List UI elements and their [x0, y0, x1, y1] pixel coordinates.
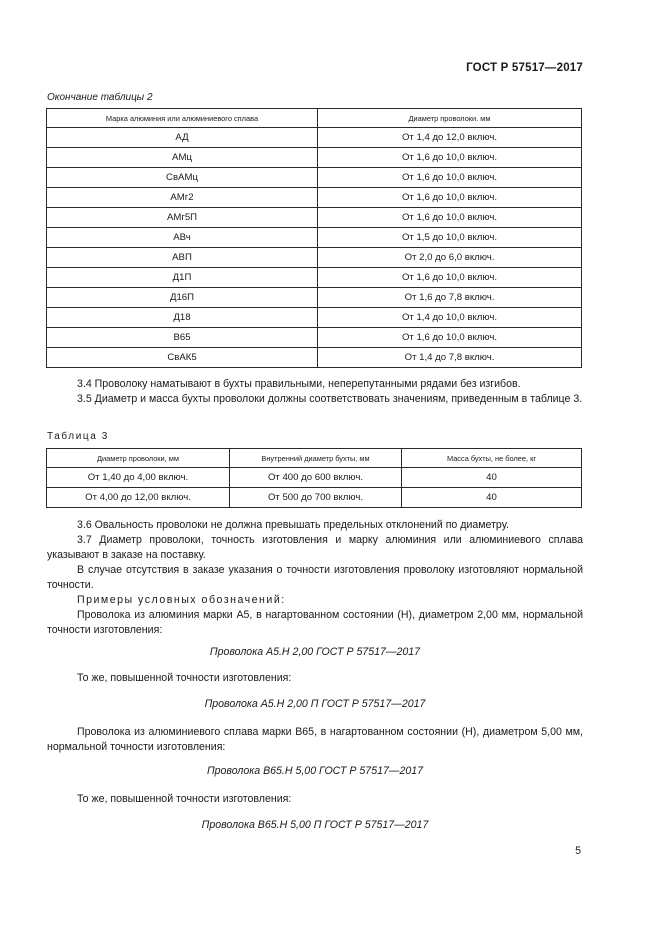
table-row: [47, 188, 582, 208]
table-row: [47, 208, 582, 228]
paragraph-3-7-note: В случае отсутствия в заказе указания о точности изготовления проволоку изготовляют нормальной точности.: [47, 564, 583, 592]
table-cell: От 400 до 600 включ.: [230, 468, 402, 488]
table-cell: От 500 до 700 включ.: [230, 488, 402, 508]
table-cell: От 1,6 до 10,0 включ.: [318, 268, 582, 288]
table-cell: От 1,6 до 10,0 включ.: [318, 168, 582, 188]
table-row: [47, 228, 582, 248]
table-cell: От 1,6 до 10,0 включ.: [318, 328, 582, 348]
table-cell: От 1,6 до 10,0 включ.: [318, 148, 582, 168]
example-4-text: То же, повышенной точности изготовления:: [77, 793, 292, 805]
table-row: [47, 128, 582, 148]
page-number: 5: [575, 845, 581, 857]
example-2-designation: Проволока А5.Н 2,00 П ГОСТ Р 57517—2017: [204, 698, 426, 710]
table2-caption: Окончание таблицы 2: [47, 92, 153, 103]
example-4-designation: Проволока В65.Н 5,00 П ГОСТ Р 57517—2017: [201, 819, 429, 831]
column-header-coil-mass: Масса бухты, не более, кг: [402, 449, 582, 468]
table-row: [47, 288, 582, 308]
table-cell: АМг2: [47, 188, 318, 208]
table-cell: АМг5П: [47, 208, 318, 228]
table-cell: От 1,4 до 12,0 включ.: [318, 128, 582, 148]
paragraph-3-7: 3.7 Диаметр проволоки, точность изготовления и марку алюминия или алюминиевого сплава указывают в заказе на поставку.: [47, 534, 583, 562]
table-cell: АД: [47, 128, 318, 148]
table-row: [47, 488, 582, 508]
table-header-row: [47, 109, 582, 128]
table-cell: От 1,5 до 10,0 включ.: [318, 228, 582, 248]
column-header-grade: Марка алюминия или алюминиевого сплава: [47, 109, 318, 128]
table-cell: От 1,4 до 10,0 включ.: [318, 308, 582, 328]
column-header-coil-inner-diameter: Внутренний диаметр бухты, мм: [230, 449, 402, 468]
table-row: [47, 348, 582, 368]
table-cell: От 1,6 до 10,0 включ.: [318, 208, 582, 228]
table-cell: От 1,40 до 4,00 включ.: [47, 468, 230, 488]
table3-caption: Таблица 3: [47, 431, 109, 442]
table-cell: От 2,0 до 6,0 включ.: [318, 248, 582, 268]
table-cell: От 1,6 до 7,8 включ.: [318, 288, 582, 308]
example-3-designation: Проволока В65.Н 5,00 ГОСТ Р 57517—2017: [206, 765, 424, 777]
table-cell: АМц: [47, 148, 318, 168]
table-row: [47, 168, 582, 188]
paragraph-3-5: 3.5 Диаметр и масса бухты проволоки должны соответствовать значениям, приведенным в таблице 3.: [77, 393, 583, 405]
table-cell: 40: [402, 488, 582, 508]
table-cell: АВч: [47, 228, 318, 248]
examples-title: Примеры условных обозначений:: [77, 594, 286, 606]
table-cell: От 4,00 до 12,00 включ.: [47, 488, 230, 508]
table-cell: СвАК5: [47, 348, 318, 368]
table-row: [47, 468, 582, 488]
paragraph-3-6: 3.6 Овальность проволоки не должна превышать предельных отклонений по диаметру.: [77, 519, 509, 531]
table-row: [47, 248, 582, 268]
table-cell: От 1,6 до 10,0 включ.: [318, 188, 582, 208]
table-cell: Д1П: [47, 268, 318, 288]
table-row: [47, 148, 582, 168]
example-3-text: Проволока из алюминиевого сплава марки В65, в нагартованном состоянии (Н), диаметром 5,00 мм, нормальной точности изготовления:: [47, 726, 583, 754]
column-header-diameter: Диаметр проволоки. мм: [318, 109, 582, 128]
table-row: [47, 268, 582, 288]
example-1-text: Проволока из алюминия марки А5, в нагартованном состоянии (Н), диаметром 2,00 мм, нормальной точности изготовления:: [47, 609, 583, 637]
table-row: [47, 308, 582, 328]
table-cell: От 1,4 до 7,8 включ.: [318, 348, 582, 368]
table-3: [46, 448, 582, 508]
column-header-wire-diameter: Диаметр проволоки, мм: [47, 449, 230, 468]
table-cell: Д18: [47, 308, 318, 328]
paragraph-3-4: 3.4 Проволоку наматывают в бухты правильными, неперепутанными рядами без изгибов.: [77, 378, 521, 390]
table-2: [46, 108, 582, 368]
table-row: [47, 328, 582, 348]
table-cell: СвАМц: [47, 168, 318, 188]
example-1-designation: Проволока А5.Н 2,00 ГОСТ Р 57517—2017: [209, 646, 421, 658]
standard-header: ГОСТ Р 57517—2017: [466, 62, 583, 74]
table-header-row: [47, 449, 582, 468]
table-cell: 40: [402, 468, 582, 488]
table-cell: В65: [47, 328, 318, 348]
example-2-text: То же, повышенной точности изготовления:: [77, 672, 292, 684]
table-cell: АВП: [47, 248, 318, 268]
table-cell: Д16П: [47, 288, 318, 308]
